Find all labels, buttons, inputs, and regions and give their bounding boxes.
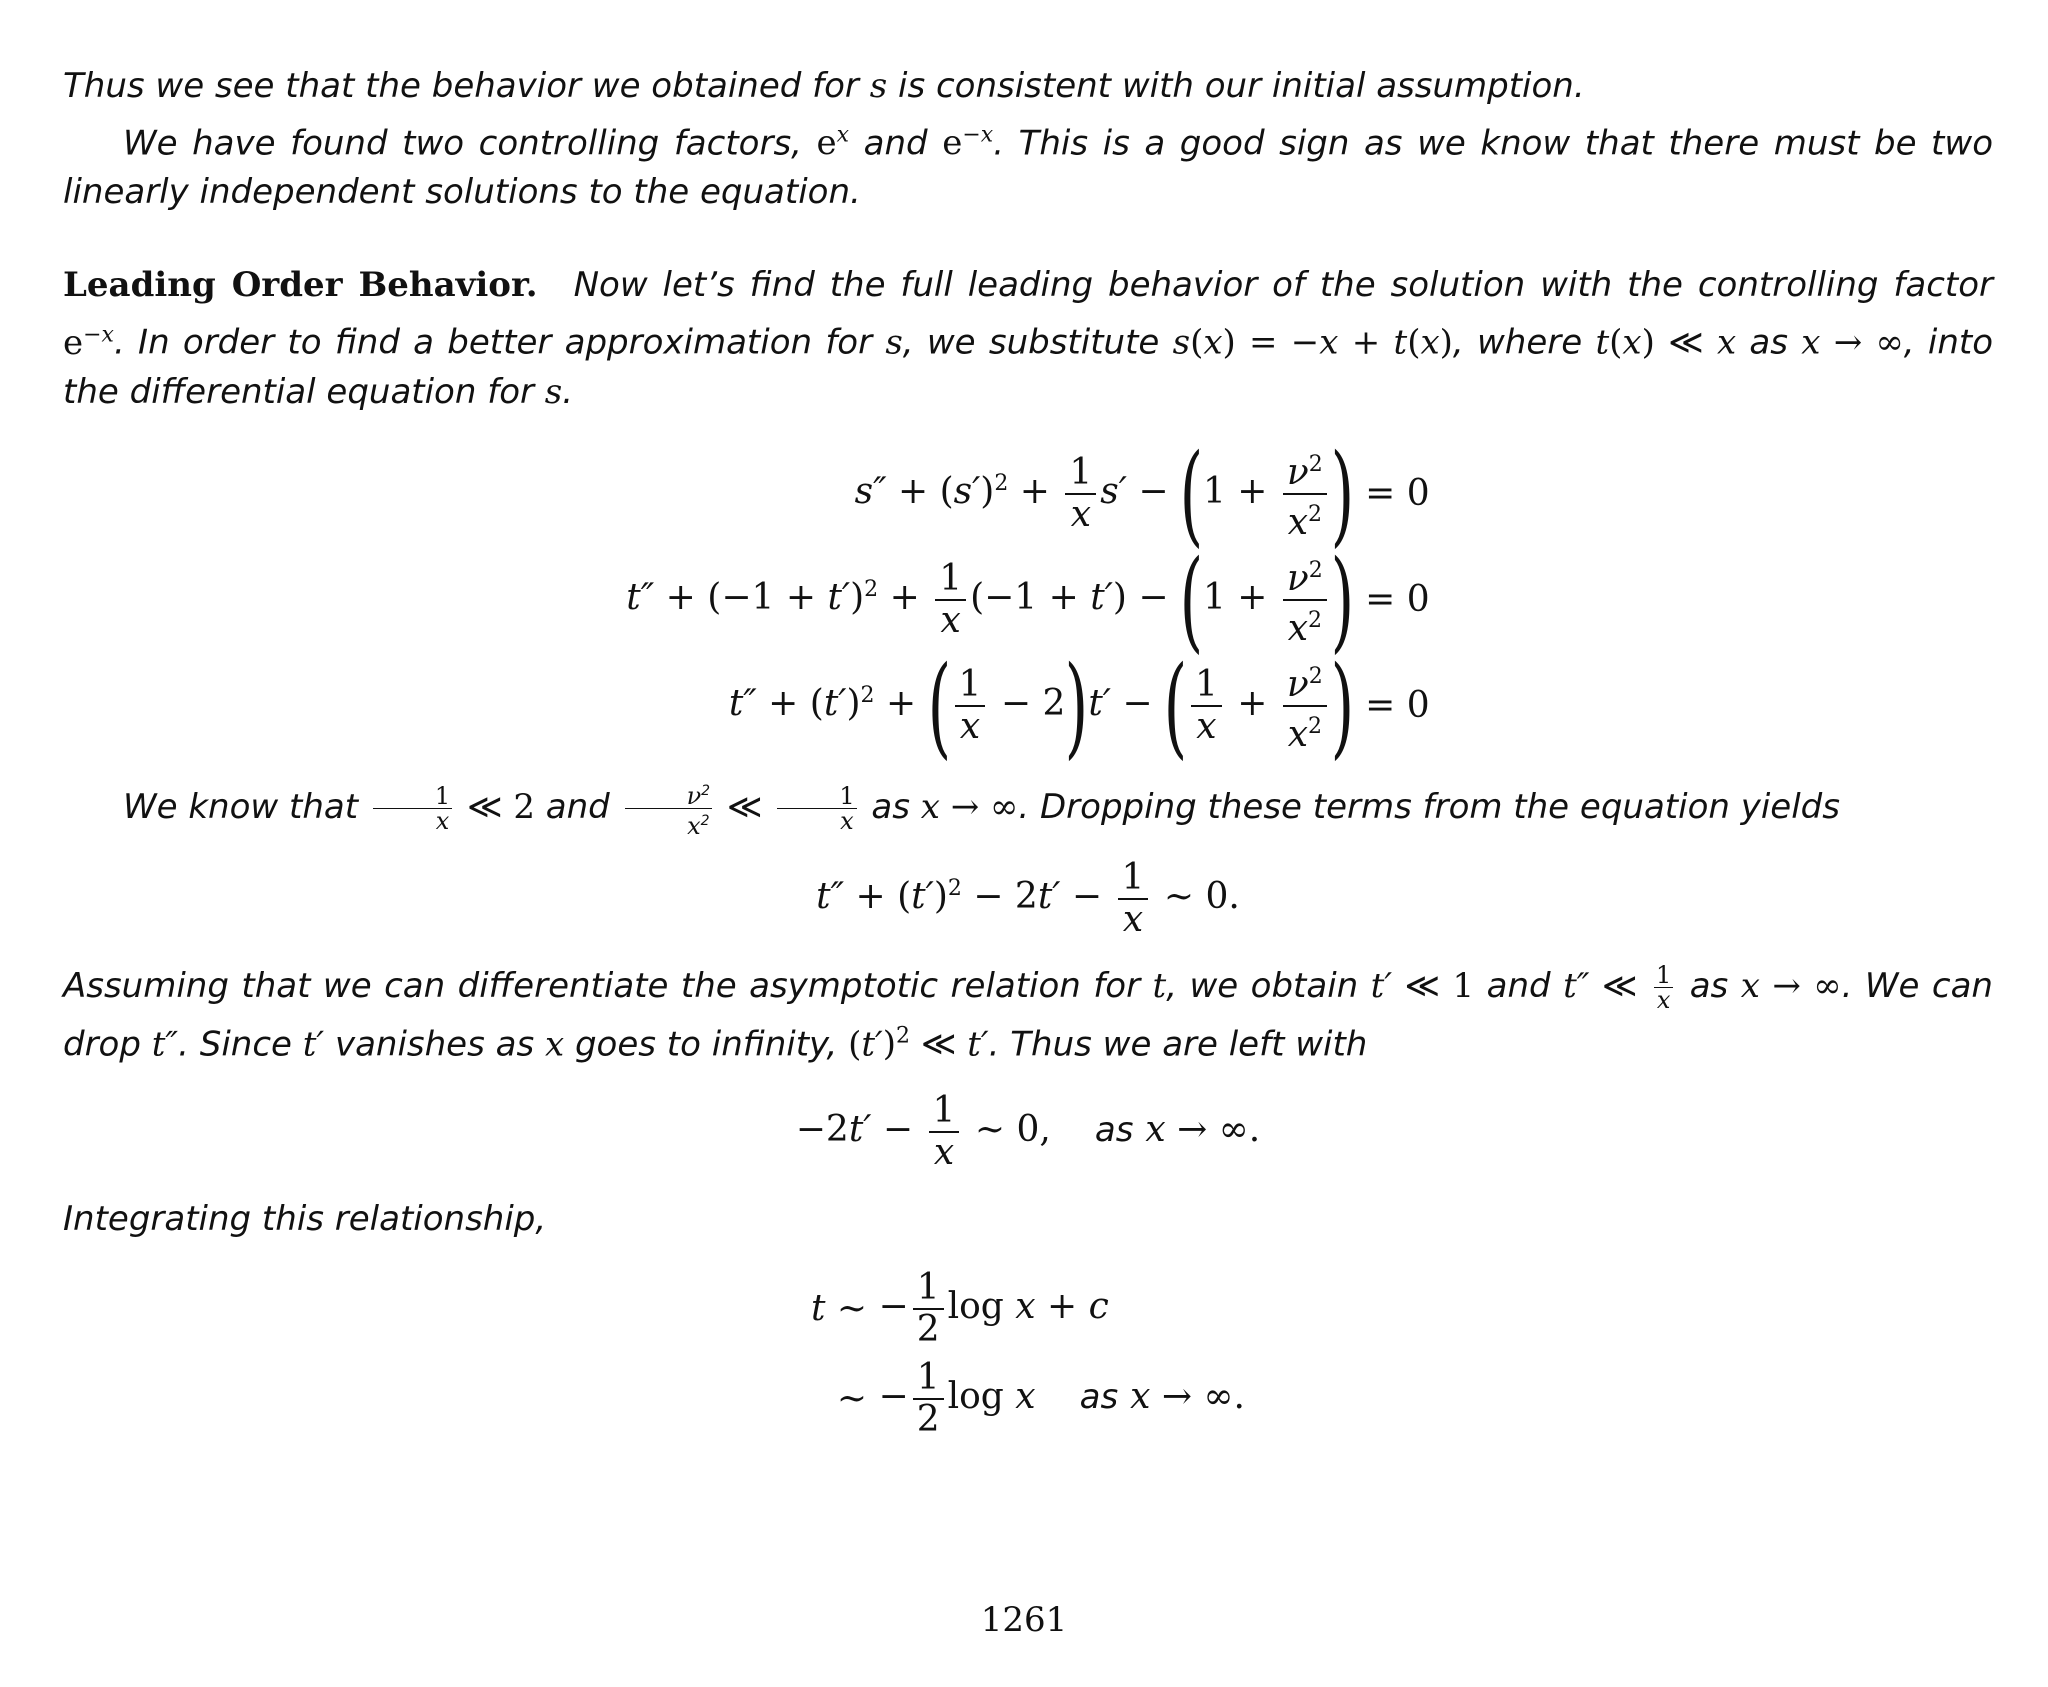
paragraph-asymptotic-relation: Assuming that we can differentiate the asymptotic relation for t, we obtain t′ ≪ 1 and t″ ≪ $\frac{1}{x}$ as x → ∞. We can drop t″. Since t′ vanishes as x goes to infinity, $(t')^2$ ≪ t′. Thus we are left with (63, 960, 1993, 1064)
equation-leading: −2t′ − $\frac{1}{x}$ ∼ 0, as x → ∞. (795, 1089, 1261, 1173)
paragraph-integrating: Integrating this relationship, (63, 1198, 547, 1239)
section-heading: Leading Order Behavior. (63, 265, 538, 306)
equation-result: t ∼ − $\frac{1}{2}$ log x + c ∼ − $\frac{1}{2}$ log x as x → ∞. (811, 1266, 1245, 1440)
equation-system (63, 429, 1993, 770)
paragraph-leading-order: Leading Order Behavior. Now let’s find the full leading behavior of the solution with the controlling factor $e^{-x}$. In order to find a better approximation for s, we substitute s(x) = −x + t(x), where t(x) ≪ x as x → ∞, into the differential equation for s. (63, 265, 1994, 412)
document-page (63, 62, 1993, 1444)
paragraph-controlling-factors: We have found two controlling factors, $e^x$ and $e^{-x}$. This is a good sign as we know that there must be two linearly independent solutions to the equation. (63, 123, 1993, 213)
paragraph-consistency: Thus we see that the behavior we obtained for s is consistent with our initial assumption. (63, 66, 1585, 106)
equation-reduced: $t'' + (t')^2 - 2t'$ − $\frac{1}{x}$ ∼ 0. (816, 856, 1240, 940)
equation-t-substituted: $t'' + (-1 + t')^2$ + $\frac{1}{x}$ (−1 + t′) − (1 + $\frac{\nu^2}{x^2}$ ) = 0 (626, 535, 1430, 664)
equation-t-expanded: $t'' + (t')^2$ + ( $\frac{1}{x}$ − 2)t′ − ( $\frac{1}{x}$ + $\frac{\nu^2}{x^2}$ ) = 0 (728, 641, 1430, 770)
equation-s: $s'' + (s')^2$ + $\frac{1}{x}$ s′ − (1 + $\frac{\nu^2}{x^2}$ ) = 0 (854, 429, 1430, 558)
page-number: 1261 (980, 1600, 1068, 1640)
paragraph-dropping-terms: We know that $\frac{1}{x}$ ≪ 2 and $\frac{\nu^2}{x^2}$ ≪ $\frac{1}{x}$ as x → ∞. Dropping these terms from the equation yields (63, 779, 1993, 838)
